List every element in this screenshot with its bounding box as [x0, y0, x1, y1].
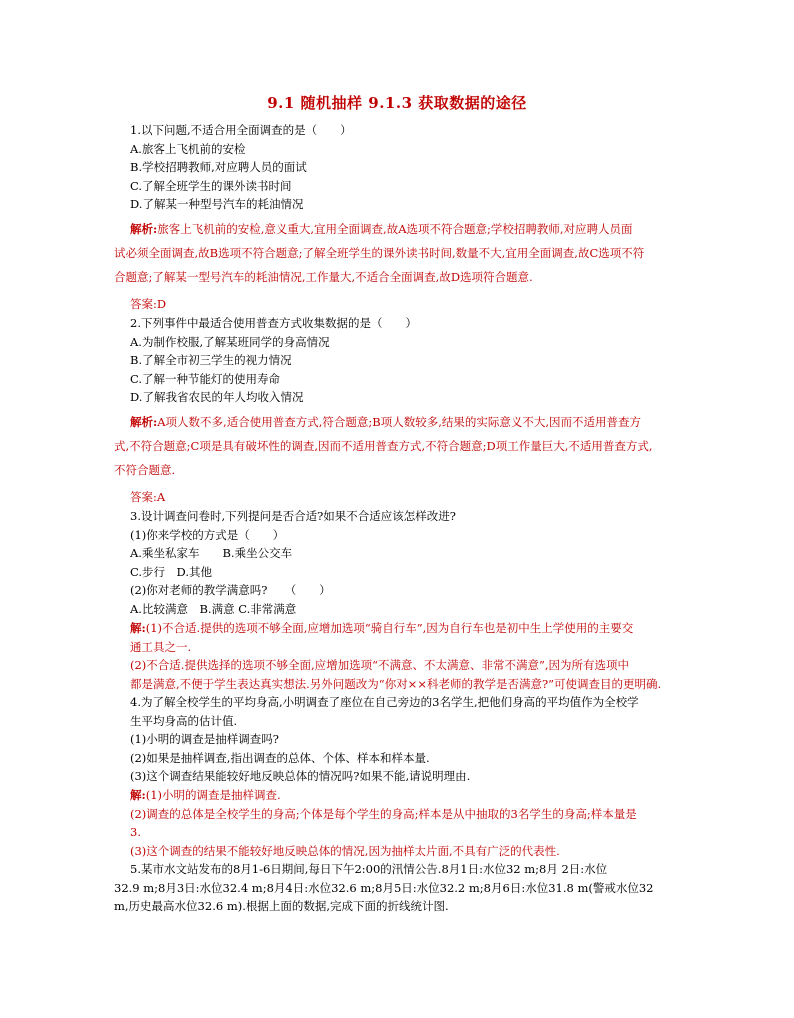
q1-analysis-label: 解析: — [130, 222, 158, 236]
q3-solution-line-3: (2)不合适.提供选择的选项不够全面,应增加选项“不满意、不太满意、非常不满意”,因为所有选项中 — [130, 658, 630, 673]
q1-answer — [130, 295, 690, 314]
q2-option-d: D.了解我省农民的年人均收入情况 — [130, 390, 304, 405]
q2-analysis-line-3: 不符合题意. — [114, 463, 176, 477]
q4-stem-line-1: 4.为了解全校学生的平均身高,小明调查了座位在自己旁边的3名学生,把他们身高的平均值作为全校学 — [130, 695, 639, 709]
q2-answer-label: 答案: — [130, 490, 157, 504]
q4-solution-line-4: (3)这个调查的结果不能较好地反映总体的情况,因为抽样太片面,不具有广泛的代表性. — [130, 843, 560, 858]
q1-option-d: D.了解某一种型号汽车的耗油情况 — [130, 197, 304, 212]
question-5 — [114, 860, 690, 916]
q2-analysis — [114, 410, 690, 482]
q3-solution-line-2: 通工具之一. — [130, 639, 192, 654]
q1-option-b: B.学校招聘教师,对应聘人员的面试 — [130, 160, 307, 175]
q4-stem-line-2: 生平均身高的估计值. — [130, 713, 238, 728]
q4-solution-line-1: (1)小明的调查是抽样调查. — [145, 788, 281, 802]
q3-solution-line-4: 都是满意,不便于学生表达真实想法.另外问题改为“你对××科老师的教学是否满意?”可使调查目的更明确. — [130, 676, 662, 691]
q4-sub-3: (3)这个调查结果能较好地反映总体的情况吗?如果不能,请说明理由. — [130, 769, 471, 784]
q2-analysis-line-2: 式,不符合题意;C项是具有破坏性的调查,因而不适用普查方式,不符合题意;D项工作量巨大,不适用普查方式, — [114, 439, 653, 453]
q3-sub2: (2)你对老师的教学满意吗? （ ） — [130, 583, 331, 598]
q3-sub1: (1)你来学校的方式是（ ） — [130, 527, 285, 542]
q1-answer-value: D — [156, 297, 167, 311]
q4-solution-line-2: (2)调查的总体是全校学生的身高;个体是每个学生的身高;样本是从中抽取的3名学生的身高;样本量是 — [130, 806, 637, 821]
q2-option-b: B.了解全市初三学生的视力情况 — [130, 353, 292, 368]
q2-stem: 2.下列事件中最适合使用普查方式收集数据的是（ ） — [130, 316, 417, 330]
q1-analysis — [114, 217, 690, 289]
q3-solution-label: 解: — [130, 621, 146, 635]
q2-option-c: C.了解一种节能灯的使用寿命 — [130, 371, 281, 386]
q3-solution-line-1: (1)不合适.提供的选项不够全面,应增加选项“骑自行车”,因为自行车也是初中生上学使用的主要交 — [145, 621, 634, 635]
q2-analysis-line-1: A项人数不多,适合使用普查方式,符合题意;B项人数较多,结果的实际意义不大,因而不适用普查方 — [157, 415, 641, 429]
q5-line-3: m,历史最高水位32.6 m).根据上面的数据,完成下面的折线统计图. — [114, 899, 449, 914]
q1-option-a: A.旅客上飞机前的安检 — [130, 141, 246, 156]
q1-stem: 1.以下问题,不适合用全面调查的是（ ） — [130, 123, 352, 137]
question-3 — [130, 507, 690, 619]
q5-line-2: 32.9 m;8月3日:水位32.4 m;8月4日:水位32.6 m;8月5日:水位32.2 m;8月6日:水位31.8 m(警戒水位32 — [114, 880, 654, 895]
q2-answer-value: A — [156, 490, 166, 504]
q4-solution-label: 解: — [130, 788, 146, 802]
q1-analysis-line-3: 合题意;了解某一型号汽车的耗油情况,工作量大,不适合全面调查,故D选项符合题意. — [114, 270, 533, 284]
q5-line-1: 5.某市水文站发布的8月1-6日期间,每日下午2:00的汛情公告.8月1日:水位32 m;8月 2日:水位 — [130, 862, 608, 876]
q3-stem: 3.设计调查问卷时,下列提问是否合适?如果不合适应该怎样改进? — [130, 509, 456, 523]
question-1 — [130, 121, 690, 214]
q3-sub2-options: A.比较满意 B.满意 C.非常满意 — [130, 601, 297, 616]
q1-analysis-line-2: 试必须全面调查,故B选项不符合题意;了解全班学生的课外读书时间,数量不大,宜用全面调查,故C选项不符 — [114, 246, 645, 260]
q4-sub-1: (1)小明的调查是抽样调查吗? — [130, 732, 279, 747]
page-title: 9.1 随机抽样 9.1.3 获取数据的途径 — [267, 94, 527, 112]
q1-answer-label: 答案: — [130, 297, 157, 311]
q1-analysis-line-1: 旅客上飞机前的安检,意义重大,宜用全面调查,故A选项不符合题意;学校招聘教师,对应聘人员面 — [157, 222, 633, 236]
question-2 — [130, 314, 690, 407]
q4-solution-line-3: 3. — [130, 825, 141, 840]
q3-sub1-options-2: C.步行 D.其他 — [130, 564, 213, 579]
q2-analysis-label: 解析: — [130, 415, 158, 429]
q1-option-c: C.了解全班学生的课外读书时间 — [130, 178, 292, 193]
q2-answer — [130, 488, 690, 507]
q2-option-a: A.为制作校服,了解某班同学的身高情况 — [130, 334, 330, 349]
q4-solution — [130, 786, 690, 860]
q3-solution — [130, 619, 690, 693]
q4-sub-2: (2)如果是抽样调查,指出调查的总体、个体、样本和样本量. — [130, 750, 430, 765]
q3-sub1-options-1: A.乘坐私家车 B.乘坐公交车 — [130, 546, 293, 561]
question-4 — [130, 693, 690, 786]
